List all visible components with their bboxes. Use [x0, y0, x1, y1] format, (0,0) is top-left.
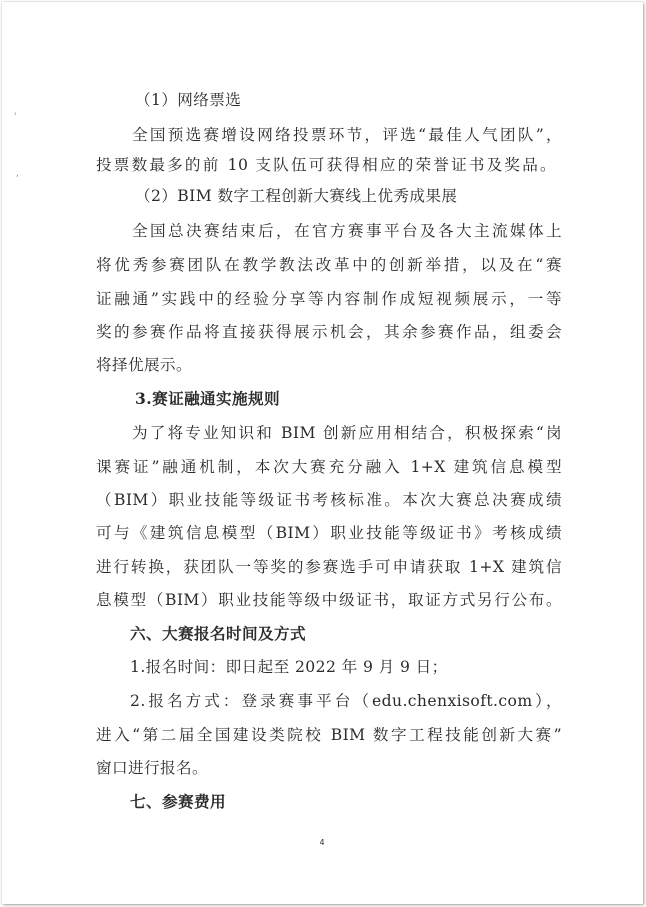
paragraph-line: 奖的参赛作品将直接获得展示机会，其余参赛作品，组委会 [96, 323, 562, 341]
section-heading-registration: 六、大赛报名时间及方式 [130, 624, 306, 643]
page-number: 4 [319, 838, 325, 847]
subheading-online-voting: （1）网络票选 [135, 91, 242, 109]
paragraph-line: 证融通”实践中的经验分享等内容制作成短视频展示，一等 [96, 290, 562, 308]
registration-time: 1.报名时间：即日起至 2022 年 9 月 9 日； [130, 658, 448, 676]
section-heading-rules: 3.赛证融通实施规则 [135, 389, 281, 408]
paragraph-line: 全国总决赛结束后，在官方赛事平台及各大主流媒体上 [132, 222, 562, 240]
paragraph-line: （BIM）职业技能等级证书考核标准。本次大赛总决赛成绩 [96, 491, 562, 509]
paragraph-line: 进行转换，获团队一等奖的参赛选手可申请获取 1+X 建筑信 [96, 558, 562, 576]
paragraph-line: 将优秀参赛团队在教学教法改革中的创新举措，以及在“赛 [96, 256, 562, 274]
paragraph-line: 为了将专业知识和 BIM 创新应用相结合，积极探索“岗 [132, 424, 562, 442]
subheading-online-showcase: （2）BIM 数字工程创新大赛线上优秀成果展 [135, 187, 458, 205]
paragraph-line: 课赛证”融通机制，本次大赛充分融入 1+X 建筑信息模型 [96, 458, 562, 476]
paragraph-line: 窗口进行报名。 [96, 759, 208, 777]
margin-mark: , [16, 169, 19, 179]
paragraph-line: 将择优展示。 [96, 356, 192, 374]
paragraph-line: 进入“第二届全国建设类院校 BIM 数字工程技能创新大赛” [96, 726, 562, 744]
paragraph-line: 投票数最多的前 10 支队伍可获得相应的荣誉证书及奖品。 [96, 156, 556, 174]
margin-mark: ' [14, 112, 17, 122]
paragraph-line: 息模型（BIM）职业技能等级中级证书，取证方式另行公布。 [96, 591, 562, 609]
paragraph-line: 全国预选赛增设网络投票环节，评选“最佳人气团队”， [132, 126, 562, 144]
section-heading-fees: 七、参赛费用 [130, 792, 226, 811]
document-page [2, 2, 643, 904]
paragraph-line: 可与《建筑信息模型（BIM）职业技能等级证书》考核成绩 [96, 524, 562, 542]
registration-method: 2.报名方式：登录赛事平台（edu.chenxisoft.com）， [130, 692, 562, 710]
